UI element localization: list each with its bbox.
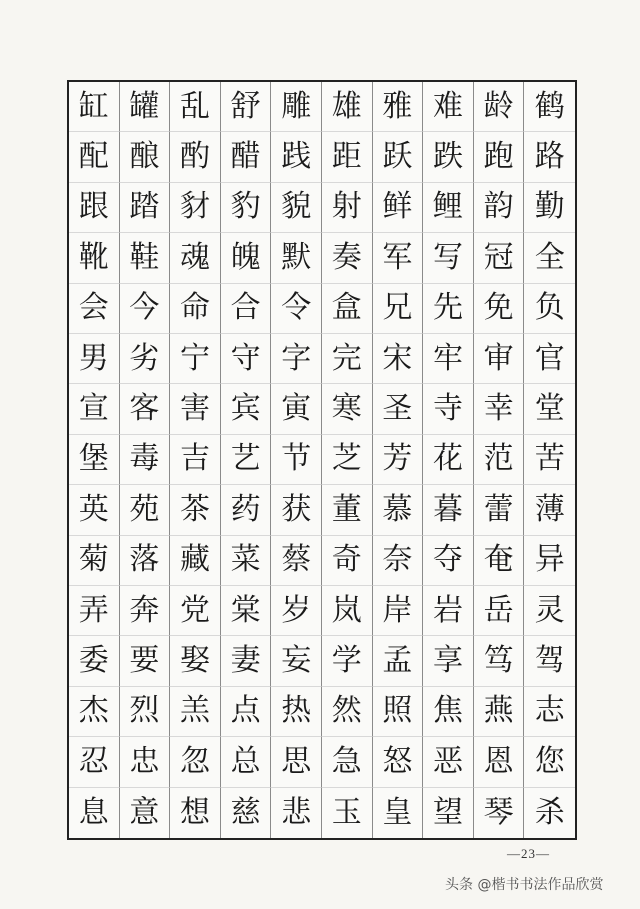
grid-cell: 学 [322,636,373,686]
grid-cell: 鹤 [524,82,575,132]
grid-cell: 乱 [170,82,221,132]
grid-cell: 牢 [423,334,474,384]
character-grid [67,80,577,840]
grid-cell: 意 [120,788,171,838]
grid-cell: 堡 [69,435,120,485]
grid-cell: 岩 [423,586,474,636]
grid-cell: 药 [221,485,272,535]
grid-cell: 鲤 [423,183,474,233]
grid-cell: 委 [69,636,120,686]
grid-cell: 花 [423,435,474,485]
grid-cell: 酿 [120,132,171,182]
grid-cell: 靴 [69,233,120,283]
grid-cell: 免 [474,284,525,334]
grid-cell: 雅 [373,82,424,132]
grid-cell: 负 [524,284,575,334]
grid-cell: 苦 [524,435,575,485]
grid-cell: 忍 [69,737,120,787]
grid-cell: 您 [524,737,575,787]
grid-cell: 践 [271,132,322,182]
grid-cell: 范 [474,435,525,485]
grid-cell: 奇 [322,536,373,586]
grid-cell: 兄 [373,284,424,334]
grid-cell: 奔 [120,586,171,636]
grid-cell: 路 [524,132,575,182]
grid-cell: 热 [271,687,322,737]
grid-cell: 杀 [534,794,565,830]
grid-cell: 宁 [170,334,221,384]
grid-cell: 董 [322,485,373,535]
grid-cell: 笃 [474,636,525,686]
grid-cell: 雄 [322,82,373,132]
grid-cell: 完 [322,334,373,384]
grid-cell: 妻 [221,636,272,686]
grid-cell: 舒 [221,82,272,132]
grid-cell: 党 [170,586,221,636]
grid-cell: 杰 [69,687,120,737]
watermark [445,874,603,894]
grid-cell: 罐 [120,82,171,132]
grid-cell: 宣 [69,384,120,434]
grid-cell: 恩 [474,737,525,787]
grid-cell: 茶 [170,485,221,535]
grid-cell: 缸 [69,82,120,132]
grid-cell: 艺 [221,435,272,485]
grid-cell: 节 [271,435,322,485]
grid-cell: 跌 [423,132,474,182]
grid-cell: 字 [271,334,322,384]
grid-cell: 弄 [69,586,120,636]
grid-cell: 思 [271,737,322,787]
grid-cell: 皇 [373,788,424,838]
grid-cell: 守 [221,334,272,384]
grid-cell: 奏 [322,233,373,283]
grid-cell: 宋 [373,334,424,384]
grid-cell: 点 [221,687,272,737]
grid-cell: 菜 [221,536,272,586]
watermark-text: 头条 @楷书书法作品欣赏 [445,877,604,893]
grid-cell: 奄 [474,536,525,586]
grid-cell: 军 [373,233,424,283]
grid-cell: 龄 [474,82,525,132]
grid-cell: 志 [524,687,575,737]
grid-cell: 醋 [221,132,272,182]
grid-cell: 芳 [373,435,424,485]
grid-cell: 慈 [221,788,272,838]
grid-cell: 英 [69,485,120,535]
grid-cell: 跑 [474,132,525,182]
grid-cell: 息 [69,788,120,838]
grid-cell: 怒 [373,737,424,787]
grid-cell: 异 [524,536,575,586]
grid-cell: 盒 [322,284,373,334]
grid-cell: 暮 [423,485,474,535]
grid-cell: 今 [120,284,171,334]
grid-cell: 岚 [322,586,373,636]
grid-cell: 毒 [120,435,171,485]
grid-cell: 棠 [221,586,272,636]
grid-cell: 会 [69,284,120,334]
grid-cell: 娶 [170,636,221,686]
grid-cell: 寺 [423,384,474,434]
grid-cell: 射 [322,183,373,233]
grid-cell: 慕 [373,485,424,535]
grid-cell: 苑 [120,485,171,535]
grid-cell: 照 [373,687,424,737]
grid-cell: 寒 [322,384,373,434]
grid-cell: 获 [271,485,322,535]
grid-cell: 令 [271,284,322,334]
grid-cell: 鲜 [373,183,424,233]
page-number: —23— [507,846,550,861]
grid-cell: 难 [423,82,474,132]
grid-cell: 劣 [120,334,171,384]
grid-cell: 羔 [170,687,221,737]
grid-cell: 烈 [120,687,171,737]
grid-cell: 蔡 [271,536,322,586]
grid-cell: 踏 [120,183,171,233]
grid-cell: 岁 [271,586,322,636]
grid-cell: 貌 [271,183,322,233]
grid-cell: 害 [170,384,221,434]
grid-cell: 享 [423,636,474,686]
grid-cell: 急 [322,737,373,787]
grid-cell: 宾 [221,384,272,434]
grid-cell: 全 [524,233,575,283]
grid-cell: 写 [423,233,474,283]
grid-cell: 审 [474,334,525,384]
grid-cell: 韵 [474,183,525,233]
grid-cell: 岳 [474,586,525,636]
grid-cell: 岸 [373,586,424,636]
grid-cell: 奈 [373,536,424,586]
grid-cell: 鞋 [120,233,171,283]
grid-cell: 然 [322,687,373,737]
grid-cell: 跟 [69,183,120,233]
grid-cell: 默 [271,233,322,283]
grid-cell: 妄 [271,636,322,686]
grid-cell: 幸 [474,384,525,434]
grid-cell: 冠 [474,233,525,283]
grid-cell: 寅 [271,384,322,434]
grid-cell: 玉 [322,788,373,838]
grid-cell: 酌 [170,132,221,182]
grid-cell: 距 [322,132,373,182]
grid-cell: 恶 [423,737,474,787]
grid-cell: 藏 [170,536,221,586]
grid-cell: 雕 [271,82,322,132]
grid-cell: 芝 [322,435,373,485]
grid-cell: 命 [170,284,221,334]
grid-cell: 官 [524,334,575,384]
grid-cell: 焦 [423,687,474,737]
grid-cell: 悲 [271,788,322,838]
grid-cell: 魂 [170,233,221,283]
grid-cell: 驾 [524,636,575,686]
grid-cell: 忠 [120,737,171,787]
grid-cell: 忽 [170,737,221,787]
grid-cell: 孟 [373,636,424,686]
grid-cell: 配 [69,132,120,182]
grid-cell: 菊 [69,536,120,586]
grid-cell: 要 [120,636,171,686]
grid-cell: 勤 [524,183,575,233]
grid-cell: 合 [221,284,272,334]
grid-cell: 望 [423,788,474,838]
grid-cell: 先 [423,284,474,334]
grid-cell: 豹 [221,183,272,233]
grid-cell: 魄 [221,233,272,283]
grid-cell: 客 [120,384,171,434]
grid-cell: 薄 [524,485,575,535]
grid-cell: 落 [120,536,171,586]
grid-cell: 跃 [373,132,424,182]
grid-cell: 圣 [373,384,424,434]
grid-cell: 总 [221,737,272,787]
grid-cell: 燕 [474,687,525,737]
grid-cell: 琴 [474,788,525,838]
grid-cell: 夺 [423,536,474,586]
grid-cell: 豺 [170,183,221,233]
grid-cell: 吉 [170,435,221,485]
grid-cell: 灵 [524,586,575,636]
grid-cell: 想 [170,788,221,838]
grid-cell: 蕾 [474,485,525,535]
grid-cell: 堂 [524,384,575,434]
grid-cell: 男 [69,334,120,384]
